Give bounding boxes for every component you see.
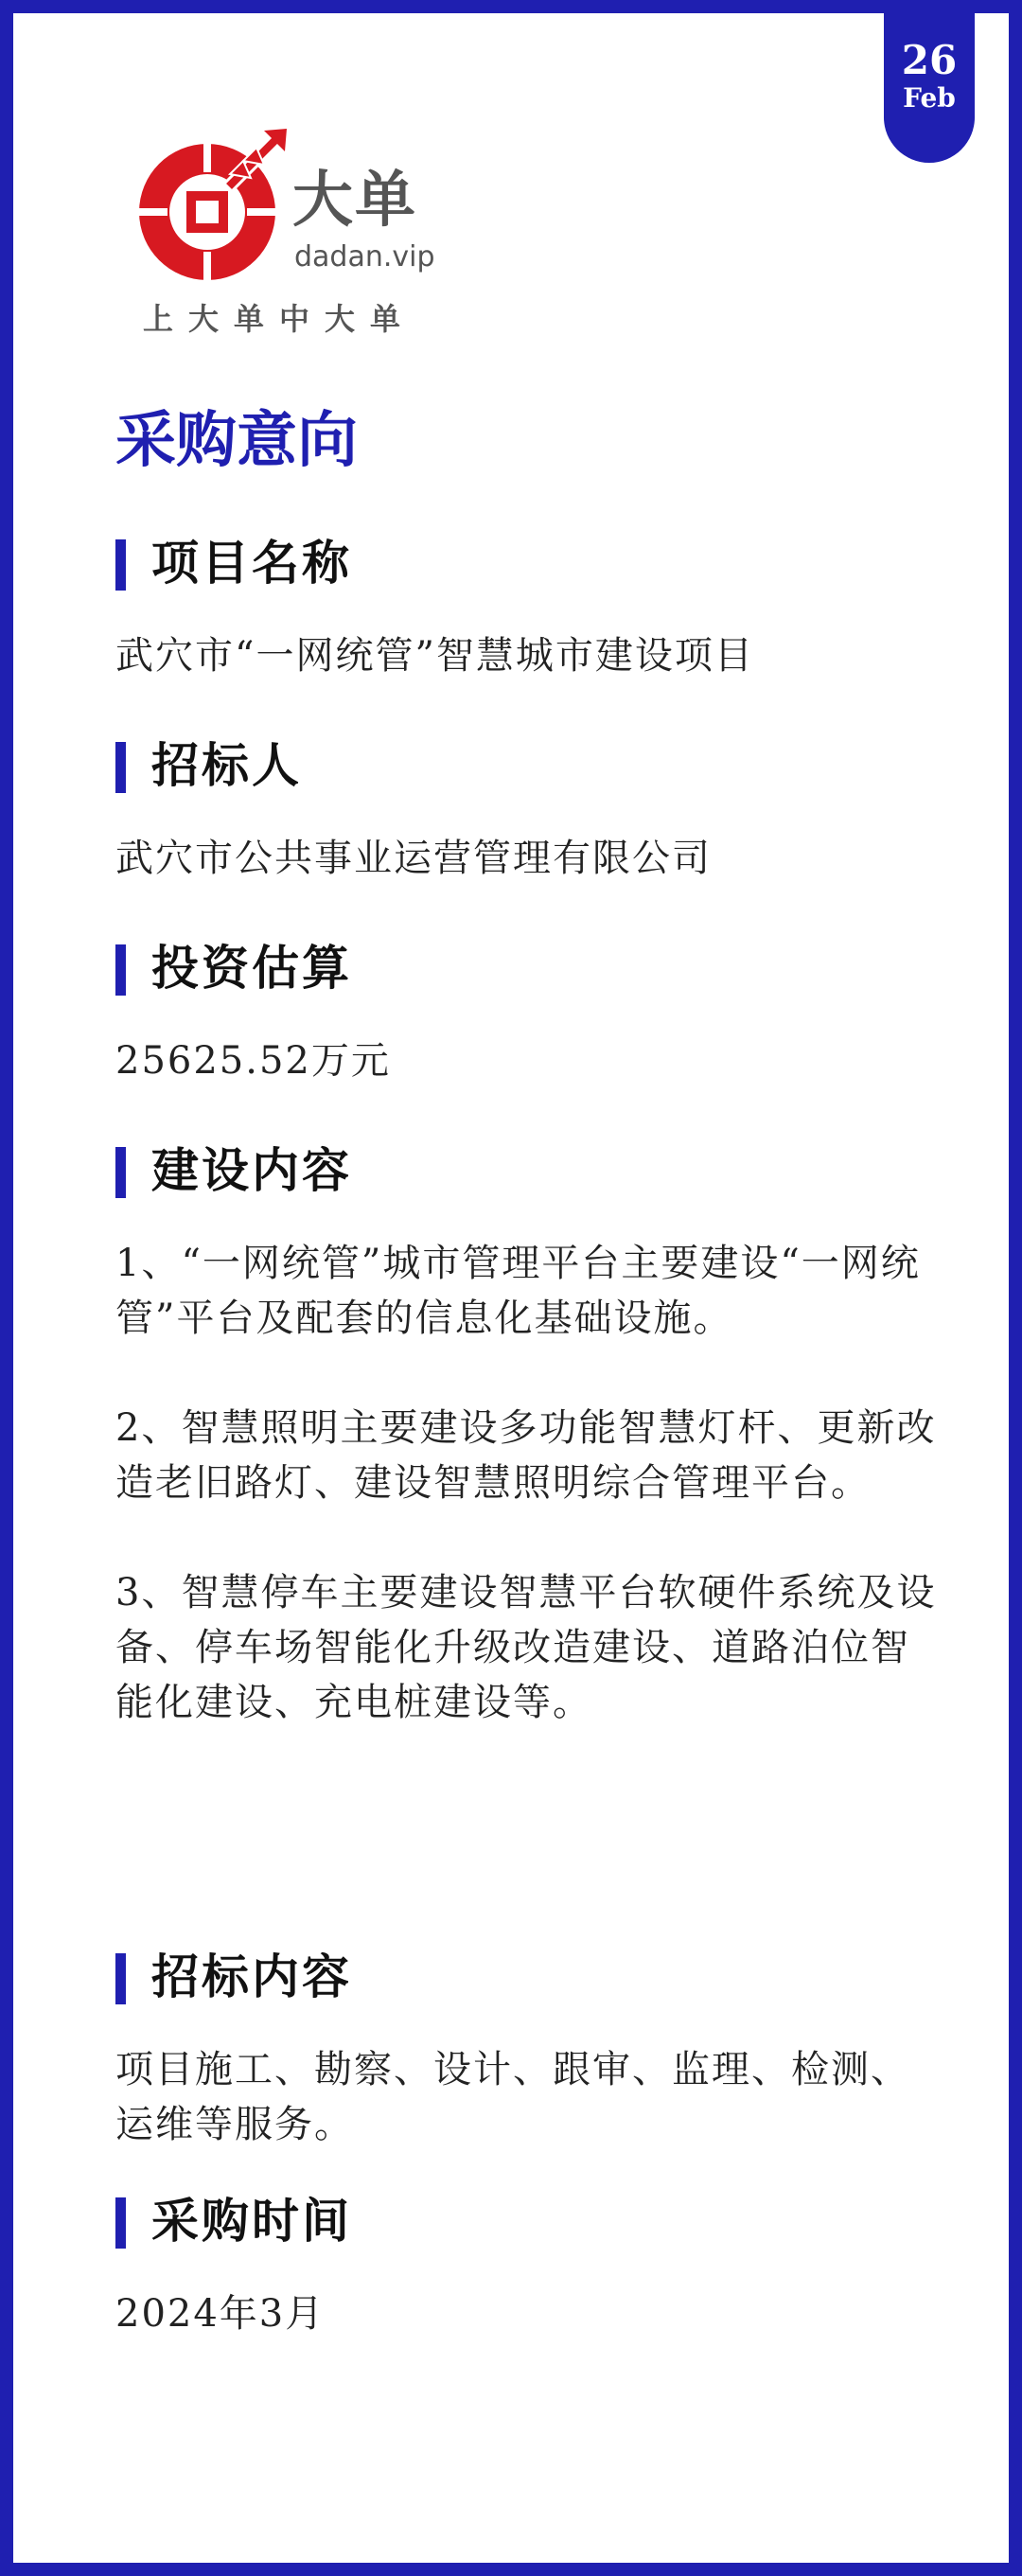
section-header (115, 1946, 948, 2008)
date-badge (884, 13, 975, 163)
page-title: 采购意向 (115, 405, 358, 476)
section-body (115, 2286, 948, 2341)
section-paragraph: 2024年3月 (115, 2292, 326, 2336)
section-construction-content (115, 1139, 948, 1730)
section-paragraph: 武穴市“一网统管”智慧城市建设项目 (115, 634, 754, 678)
logo-slogan: 上大单中大单 (143, 301, 416, 337)
section-paragraph: 武穴市公共事业运营管理有限公司 (115, 837, 712, 880)
section-body (115, 1033, 948, 1088)
logo-name: 大单 (292, 166, 417, 236)
section-procurement-time (115, 2190, 948, 2341)
section-title: 投资估算 (151, 940, 352, 996)
section-paragraph: 2、智慧照明主要建设多功能智慧灯杆、更新改造老旧路灯、建设智慧照明综合管理平台。 (115, 1406, 937, 1505)
section-header (115, 937, 948, 999)
section-title: 招标内容 (151, 1949, 352, 2004)
section-title: 建设内容 (151, 1142, 352, 1198)
section-paragraph: 项目施工、勘察、设计、跟审、监理、检测、运维等服务。 (115, 2048, 910, 2146)
section-header (115, 532, 948, 594)
section-accent-bar (115, 539, 126, 591)
logo-url: dadan.vip (294, 240, 435, 273)
section-accent-bar (115, 1147, 126, 1198)
section-accent-bar (115, 742, 126, 793)
section-investment (115, 937, 948, 1088)
section-title: 采购时间 (151, 2193, 352, 2249)
section-body (115, 1236, 948, 1730)
section-title: 项目名称 (151, 535, 352, 591)
section-paragraph: 3、智慧停车主要建设智慧平台软硬件系统及设备、停车场智能化升级改造建设、道路泊位智能化建设、充电桩建设等。 (115, 1571, 937, 1724)
section-header (115, 1139, 948, 1202)
section-title: 招标人 (151, 737, 302, 793)
section-project-name (115, 532, 948, 683)
section-tenderer (115, 734, 948, 886)
section-accent-bar (115, 2197, 126, 2249)
date-month: Feb (903, 82, 956, 114)
section-body (115, 831, 948, 886)
section-header (115, 734, 948, 797)
section-paragraph: 1、“一网统管”城市管理平台主要建设“一网统管”平台及配套的信息化基础设施。 (115, 1242, 921, 1340)
logo-mark-icon (132, 125, 292, 286)
section-body (115, 628, 948, 683)
content-card (13, 13, 1009, 2563)
date-day: 26 (901, 37, 958, 83)
logo (122, 115, 520, 352)
section-accent-bar (115, 1953, 126, 2004)
section-tender-content (115, 1946, 948, 2152)
section-header (115, 2190, 948, 2252)
section-body (115, 2042, 948, 2152)
section-accent-bar (115, 944, 126, 996)
section-paragraph: 25625.52万元 (115, 1039, 391, 1083)
